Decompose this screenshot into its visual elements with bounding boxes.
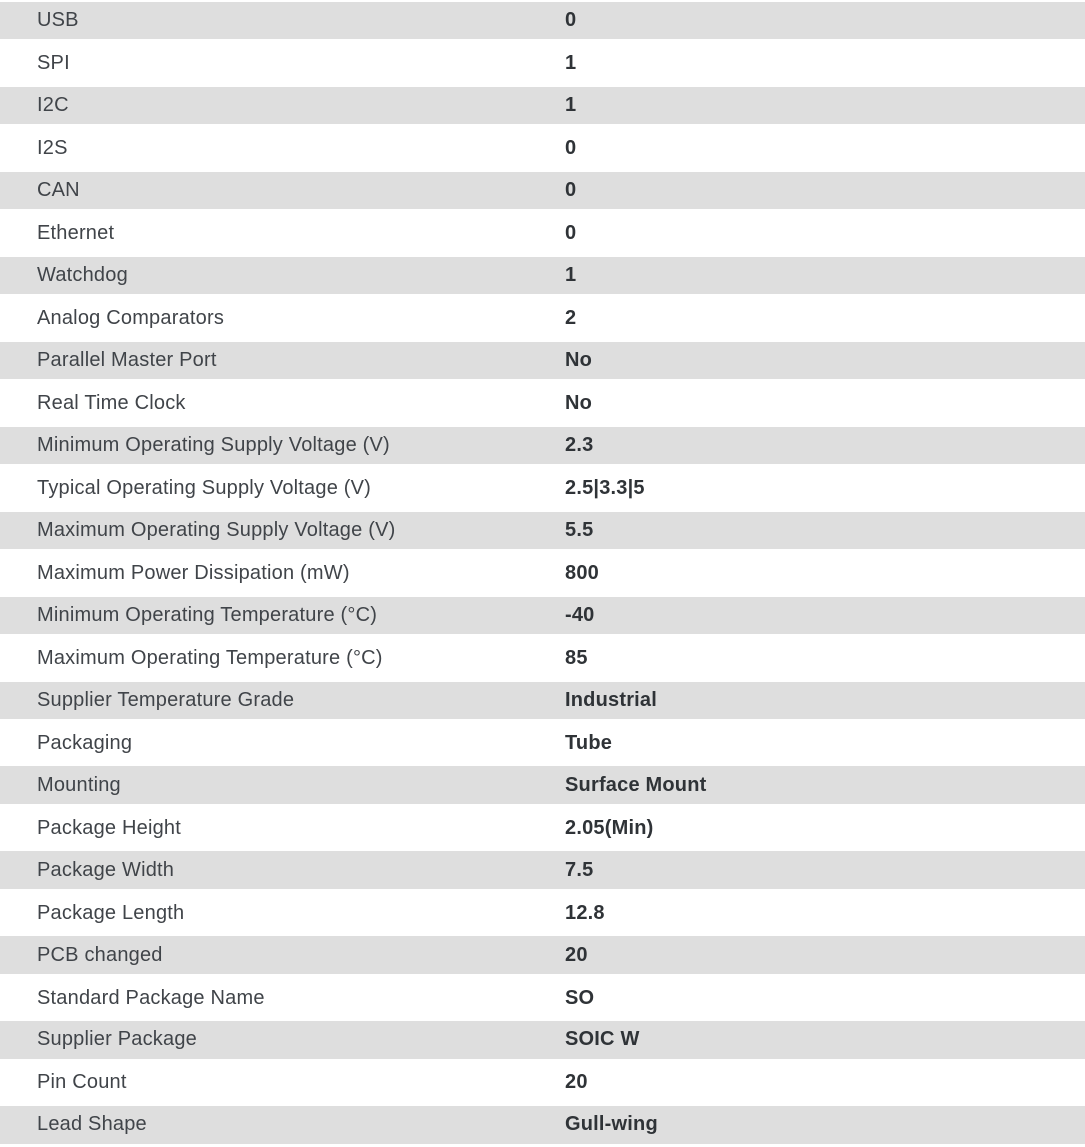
spec-value: 20 <box>565 943 588 966</box>
spec-label: Analog Comparators <box>37 307 225 330</box>
table-row <box>0 467 1085 509</box>
spec-label: Typical Operating Supply Voltage (V) <box>37 476 372 499</box>
spec-label: Packaging <box>37 731 133 754</box>
spec-value: Tube <box>565 731 613 754</box>
table-row <box>0 637 1085 679</box>
table-row <box>0 552 1085 594</box>
spec-value: 12.8 <box>565 901 605 924</box>
spec-value: SO <box>565 986 595 1009</box>
spec-value: SOIC W <box>565 1028 640 1051</box>
table-row <box>0 127 1085 169</box>
spec-label: PCB changed <box>37 943 163 966</box>
spec-label: CAN <box>37 179 80 202</box>
spec-value: 7.5 <box>565 858 594 881</box>
spec-label: SPI <box>37 52 70 75</box>
spec-value: 85 <box>565 646 588 669</box>
spec-label: Package Width <box>37 858 175 881</box>
table-row <box>0 849 1085 891</box>
table-row <box>0 0 1085 42</box>
table-row <box>0 892 1085 934</box>
table-row <box>0 807 1085 849</box>
spec-label: Maximum Operating Supply Voltage (V) <box>37 518 396 541</box>
table-row <box>0 1104 1085 1146</box>
spec-value: 1 <box>565 264 577 287</box>
table-row <box>0 1062 1085 1104</box>
spec-label: Minimum Operating Temperature (°C) <box>37 603 378 626</box>
table-row <box>0 934 1085 976</box>
table-row <box>0 212 1085 254</box>
spec-label: Supplier Package <box>37 1028 197 1051</box>
spec-value: -40 <box>565 603 595 626</box>
spec-label: Minimum Operating Supply Voltage (V) <box>37 433 390 456</box>
table-row <box>0 382 1085 424</box>
table-row <box>0 977 1085 1019</box>
spec-label: I2S <box>37 137 68 160</box>
spec-value: No <box>565 348 593 371</box>
spec-value: 2 <box>565 307 577 330</box>
table-row <box>0 722 1085 764</box>
spec-value: Industrial <box>565 688 658 711</box>
spec-value: 800 <box>565 561 599 584</box>
table-row <box>0 297 1085 339</box>
spec-value: 0 <box>565 179 577 202</box>
spec-value: 20 <box>565 1071 588 1094</box>
spec-label: Real Time Clock <box>37 391 186 414</box>
spec-value: 1 <box>565 52 577 75</box>
spec-value: No <box>565 391 593 414</box>
spec-value: 0 <box>565 222 577 245</box>
spec-value: 5.5 <box>565 518 594 541</box>
spec-label: Ethernet <box>37 222 115 245</box>
spec-value: 1 <box>565 94 577 117</box>
spec-value: 2.5|3.3|5 <box>565 476 645 499</box>
spec-value: 0 <box>565 9 577 32</box>
spec-label: Package Height <box>37 816 182 839</box>
spec-value: Surface Mount <box>565 773 707 796</box>
spec-label: Pin Count <box>37 1071 127 1094</box>
spec-label: Package Length <box>37 901 185 924</box>
table-row <box>0 85 1085 127</box>
table-row <box>0 764 1085 806</box>
spec-value: 0 <box>565 137 577 160</box>
table-row <box>0 425 1085 467</box>
spec-label: I2C <box>37 94 69 117</box>
table-row <box>0 255 1085 297</box>
table-row <box>0 340 1085 382</box>
spec-label: Watchdog <box>37 264 128 287</box>
spec-label: Lead Shape <box>37 1113 147 1136</box>
spec-label: Maximum Operating Temperature (°C) <box>37 646 383 669</box>
spec-value: 2.05(Min) <box>565 816 654 839</box>
spec-label: Parallel Master Port <box>37 348 217 371</box>
table-row <box>0 1019 1085 1061</box>
table-row <box>0 42 1085 84</box>
spec-label: Mounting <box>37 773 121 796</box>
spec-label: Supplier Temperature Grade <box>37 688 295 711</box>
table-row <box>0 510 1085 552</box>
table-row <box>0 680 1085 722</box>
spec-value: 2.3 <box>565 433 594 456</box>
table-row <box>0 595 1085 637</box>
spec-label: Maximum Power Dissipation (mW) <box>37 561 350 584</box>
table-row <box>0 170 1085 212</box>
spec-label: USB <box>37 9 79 32</box>
spec-label: Standard Package Name <box>37 986 265 1009</box>
spec-value: Gull-wing <box>565 1113 658 1136</box>
